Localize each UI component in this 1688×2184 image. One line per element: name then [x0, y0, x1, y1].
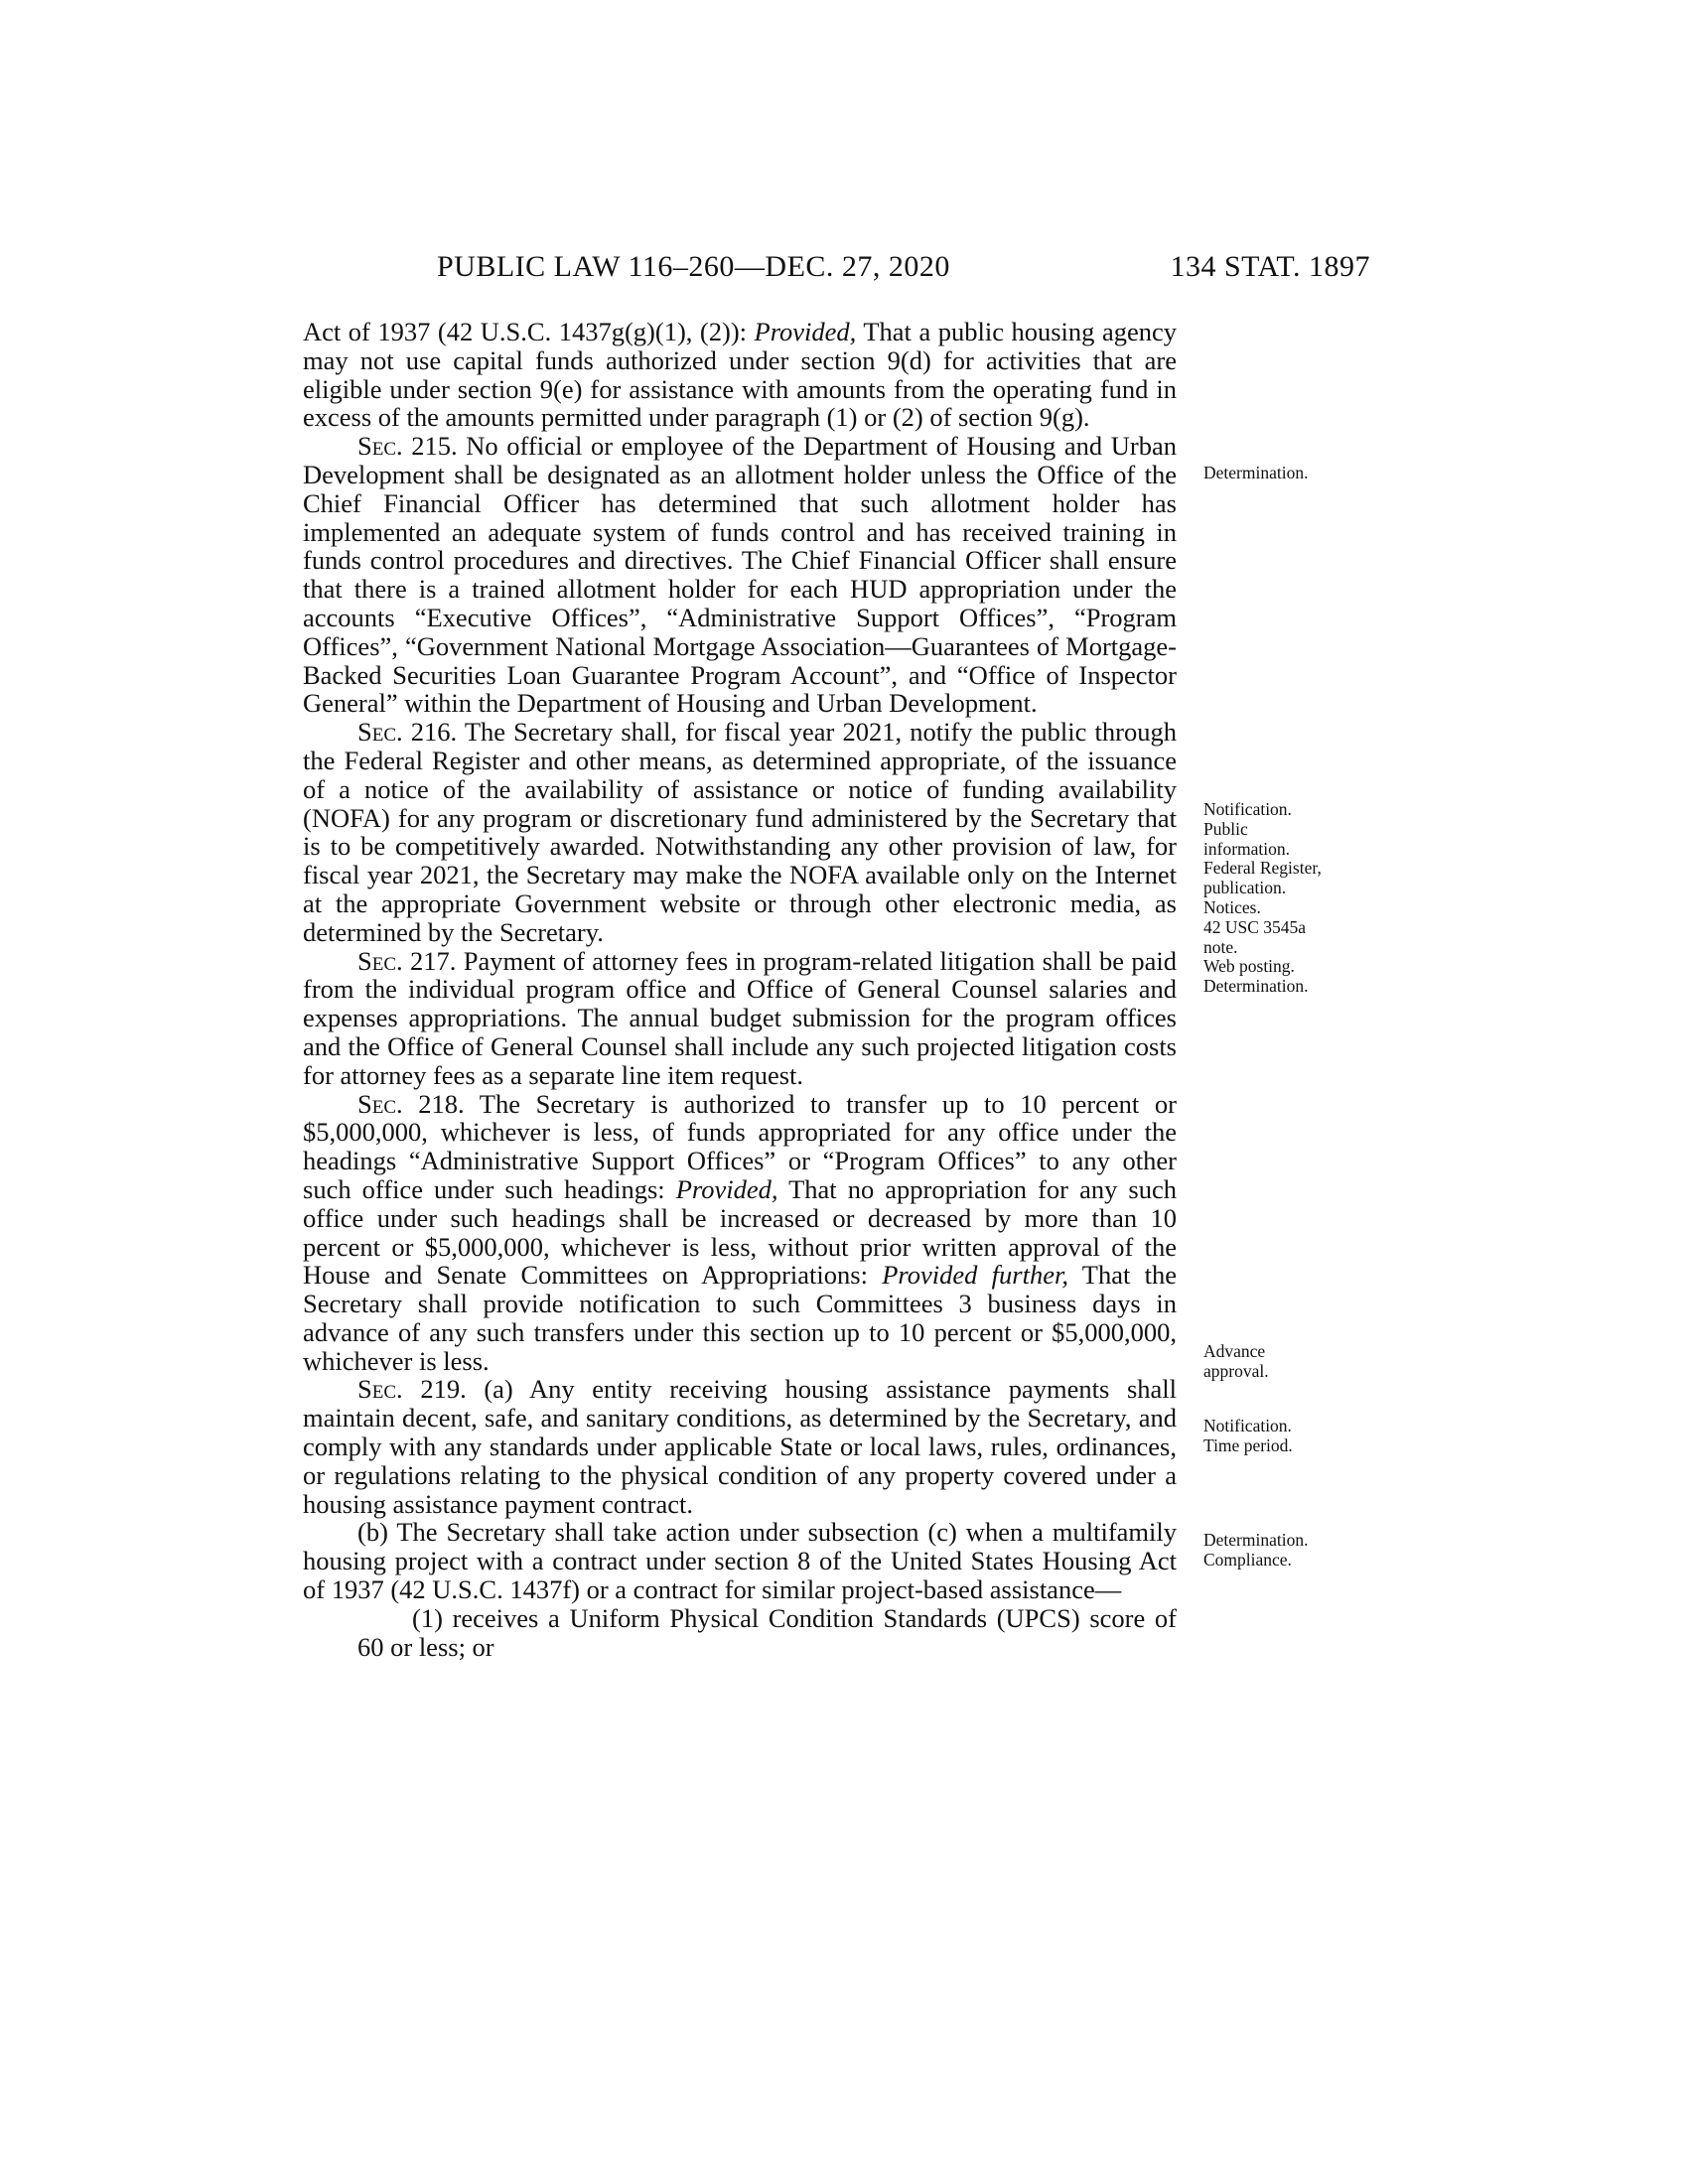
- main-text: [303, 318, 1177, 1661]
- section-217: Sec. 217. Payment of attorney fees in program-related litigation shall be paid from the individual program office and Office of General Counsel salaries and expenses appropriations. The annual budget submission for the program offices and the Office of General Counsel shall include any such projected litigation costs for attorney fees as a separate line item request.: [303, 945, 1177, 1090]
- margin-note-219: Determination. Compliance.: [1203, 1530, 1309, 1570]
- section-219-a: Sec. 219. (a) Any entity receiving housing assistance payments shall maintain decent, safe, and sanitary conditions, as determined by the Secretary, and comply with any standards under applicable State or local laws, rules, ordinances, or regulations relating to the physical condition of any property covered under a housing assistance payment contract.: [303, 1374, 1177, 1519]
- margin-note-215: Determination.: [1203, 463, 1309, 482]
- paragraph-continued: Act of 1937 (42 U.S.C. 1437g(g)(1), (2)): Provided, That a public housing agency may not use capital funds authorized under section 9(d) for activities that are eligible under section 9(e) for assistance with amounts from the operating fund in excess of the amounts permitted under paragraph (1) or (2) of section 9(g).: [303, 317, 1177, 433]
- margin-note-218-notification: Notification. Time period.: [1203, 1416, 1293, 1455]
- section-219-b: (b) The Secretary shall take action under subsection (c) when a multifamily housing project with a contract under section 8 of the United States Housing Act of 1937 (42 U.S.C. 1437f) or a contract for similar project-based assistance—: [303, 1517, 1177, 1605]
- law-title: PUBLIC LAW 116–260—DEC. 27, 2020: [437, 250, 950, 283]
- statute-page-ref: 134 STAT. 1897: [1170, 250, 1370, 283]
- section-215: Sec. 215. No official or employee of the Department of Housing and Urban Development shall be designated as an allotment holder unless the Office of the Chief Financial Officer has determined that such allotment holder has implemented an adequate system of funds control and has received training in funds control procedures and directives. The Chief Financial Officer shall ensure that there is a trained allotment holder for each HUD appropriation under the accounts “Executive Offices”, “Administrative Support Offices”, “Program Offices”, “Government National Mortgage Association—Guarantees of Mortgage-Backed Securities Loan Guarantee Program Account”, and “Office of Inspector General” within the Department of Housing and Urban Development.: [303, 431, 1177, 719]
- running-head: [298, 250, 1370, 290]
- margin-note-216: Notification. Public information. Federal Register, publication. Notices. 42 USC 3545a note. Web posting. Determination.: [1203, 799, 1322, 997]
- section-218: Sec. 218. The Secretary is authorized to transfer up to 10 percent or $5,000,000, whichever is less, of funds appropriated for any office under the headings “Administrative Support Offices” or “Program Offices” to any other such office under such headings: Provided, That no appropriation for any such office under such headings shall be increased or decreased by more than 10 percent or $5,000,000, whichever is less, without prior written approval of the House and Senate Committees on Appropriations: Provided further, That the Secretary shall provide notification to such Committees 3 business days in advance of any such transfers under this section up to 10 percent or $5,000,000, whichever is less.: [303, 1088, 1177, 1376]
- section-216: Sec. 216. The Secretary shall, for fiscal year 2021, notify the public through the Federal Register and other means, as determined appropriate, of the issuance of a notice of the availability of assistance or notice of funding availability (NOFA) for any program or discretionary fund administered by the Secretary that is to be competitively awarded. Notwithstanding any other provision of law, for fiscal year 2021, the Secretary may make the NOFA available only on the Internet at the appropriate Government website or through other electronic media, as determined by the Secretary.: [303, 717, 1177, 947]
- margin-note-218-approval: Advance approval.: [1203, 1341, 1269, 1381]
- section-219-b-1: (1) receives a Uniform Physical Condition Standards (UPCS) score of 60 or less; or: [357, 1602, 1177, 1662]
